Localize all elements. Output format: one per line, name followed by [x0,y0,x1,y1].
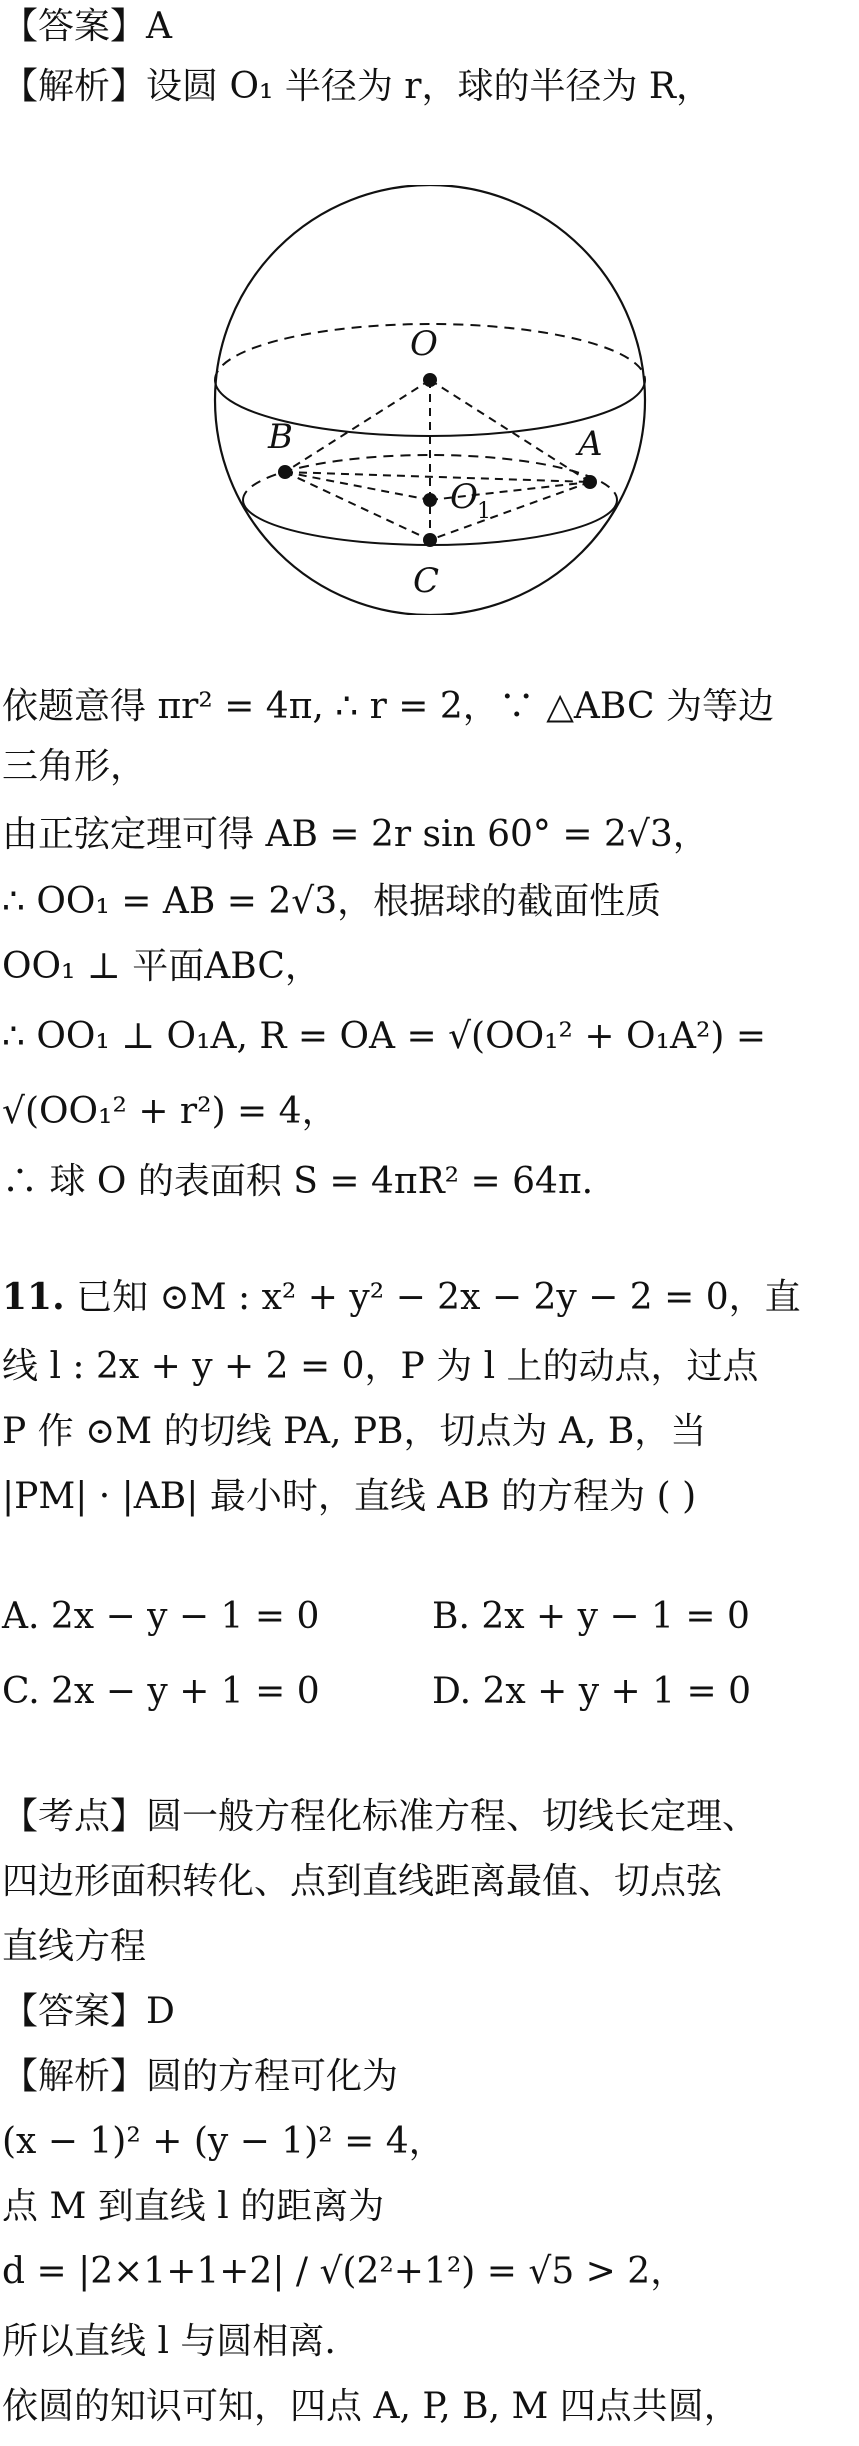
solution-line: 由正弦定理可得 AB = 2r sin 60° = 2√3， [2,814,709,855]
analysis-line: (x − 1)² + (y − 1)² = 4， [2,2121,445,2162]
question-number: 11. [2,1276,65,1318]
analysis-line: d = |2×1+1+2| / √(2²+1²) = √5 > 2， [2,2251,687,2292]
analysis-line: 依圆的知识可知，四点 A, P, B, M 四点共圆， [2,2386,740,2427]
point-A [583,475,597,489]
label-O: O [410,324,438,364]
option-D: D. 2x + y + 1 = 0 [432,1671,751,1712]
sphere-diagram [200,185,650,615]
point-C [423,533,437,547]
point-O1 [423,493,437,507]
label-B: B [268,417,293,457]
analysis-line: 【解析】圆的方程可化为 [2,2056,399,2097]
label-A: A [578,424,603,464]
question-line: P 作 ⊙M 的切线 PA, PB，切点为 A, B，当 [2,1411,707,1452]
analysis-line: 所以直线 l 与圆相离. [2,2321,336,2362]
option-C: C. 2x − y + 1 = 0 [2,1671,320,1712]
question-line-1 [2,1270,801,1325]
solution-line: √(OO₁² + r²) = 4， [2,1091,338,1132]
knowledge-points: 直线方程 [2,1926,147,1967]
analysis-intro: 【解析】设圆 O₁ 半径为 r，球的半径为 R， [2,66,713,107]
question-line: 线 l : 2x + y + 2 = 0，P 为 l 上的动点，过点 [2,1346,759,1387]
point-B [278,465,292,479]
point-O [423,373,437,387]
solution-line: ∴ OO₁ = AB = 2√3，根据球的截面性质 [2,881,662,922]
solution-line: ∴ OO₁ ⊥ O₁A, R = OA = √(OO₁² + O₁A²) = [2,1016,767,1057]
knowledge-points: 四边形面积转化、点到直线距离最值、切点弦 [2,1861,723,1902]
question-line: |PM| · |AB| 最小时，直线 AB 的方程为 ( ) [2,1476,697,1517]
question-text: 已知 ⊙M : x² + y² − 2x − 2y − 2 = 0，直 [76,1277,801,1318]
solution-line: OO₁ ⊥ 平面ABC， [2,946,321,987]
answer-label: 【答案】D [2,1991,175,2032]
option-A: A. 2x − y − 1 = 0 [2,1596,320,1637]
label-C: C [413,561,440,601]
option-B: B. 2x + y − 1 = 0 [432,1596,750,1637]
solution-line: 依题意得 πr² = 4π, ∴ r = 2，∵ △ABC 为等边 [2,686,774,727]
knowledge-points: 【考点】圆一般方程化标准方程、切线长定理、 [2,1796,759,1837]
analysis-line: 点 M 到直线 l 的距离为 [2,2186,385,2227]
label-O1-subscript: 1 [477,499,491,524]
answer-label: 【答案】A [2,6,172,47]
solution-line: 三角形， [2,746,147,787]
construction-lines [285,380,590,540]
label-O1: O [450,477,478,517]
solution-line: ∴ 球 O 的表面积 S = 4πR² = 64π. [2,1161,594,1202]
